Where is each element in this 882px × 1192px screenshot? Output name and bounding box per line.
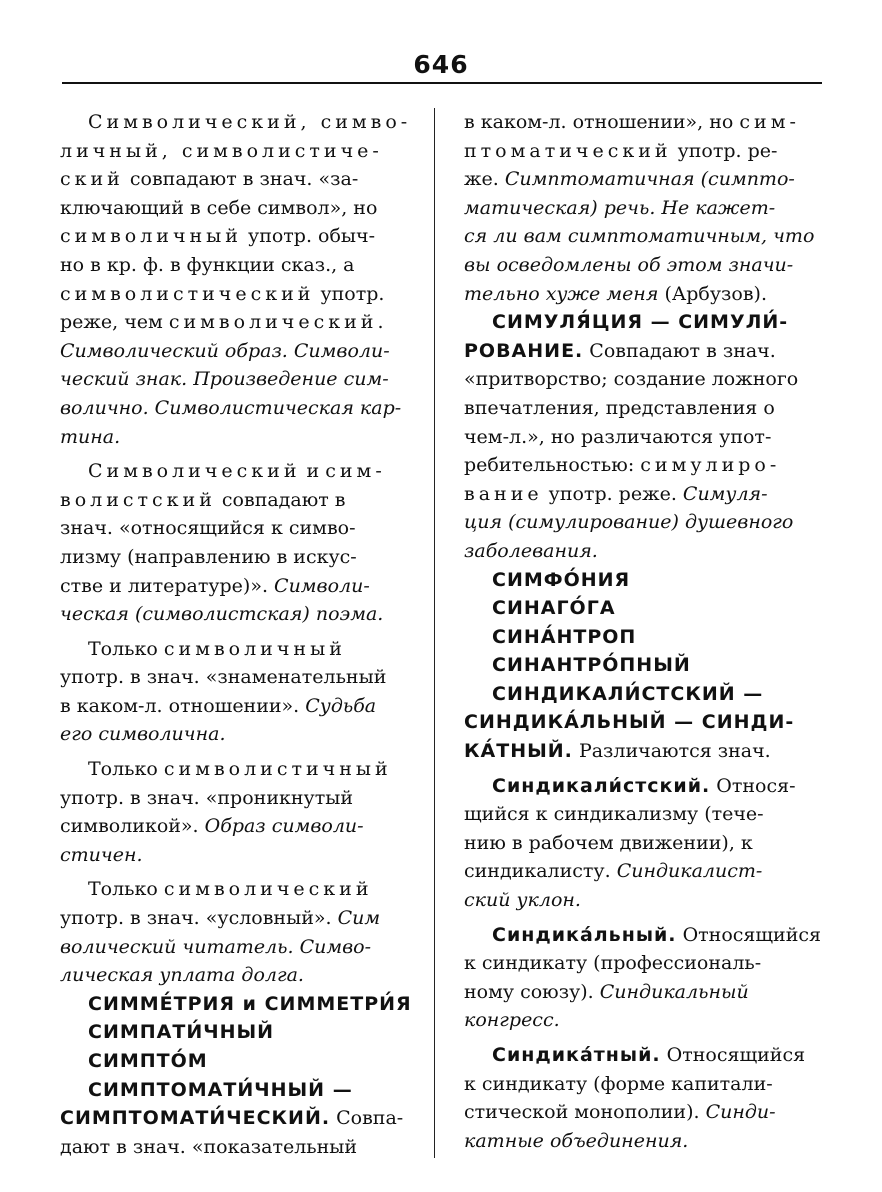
text-segment: Символический образ. Символи- xyxy=(60,339,390,362)
text-line xyxy=(464,800,819,829)
text-line xyxy=(60,423,417,452)
text-line xyxy=(464,708,819,737)
text-segment: Символический xyxy=(88,460,301,483)
left-column xyxy=(60,108,417,1161)
text-segment: СИНАГО́ГА xyxy=(492,597,616,620)
text-segment: знач. «относящийся к симво- xyxy=(60,517,356,540)
text-segment: Относящийся xyxy=(660,1044,806,1066)
column-divider xyxy=(434,108,435,1158)
text-segment: Образ символи- xyxy=(204,815,364,838)
text-segment: конгресс. xyxy=(464,1009,560,1032)
text-line xyxy=(464,222,819,251)
text-segment: Различаются знач. xyxy=(572,740,771,763)
text-segment: Совпадают в знач. xyxy=(583,339,776,362)
text-segment: впечатления, представления о xyxy=(464,396,775,419)
text-segment: Только xyxy=(88,878,164,901)
text-line xyxy=(60,1076,417,1105)
text-segment: матическая) речь. Не кажет- xyxy=(464,196,776,219)
text-line xyxy=(60,137,417,166)
text-line xyxy=(60,251,417,280)
text-segment: СИМФО́НИЯ xyxy=(492,568,631,591)
text-line xyxy=(60,875,417,904)
text-line xyxy=(464,1127,819,1156)
text-line xyxy=(464,337,819,366)
text-line xyxy=(464,394,819,423)
text-segment: (Арбузов). xyxy=(658,282,767,305)
text-line xyxy=(464,423,819,452)
text-segment: же. xyxy=(464,168,505,191)
text-line xyxy=(60,692,417,721)
text-segment: реже, чем xyxy=(60,311,169,334)
text-line xyxy=(60,337,417,366)
text-segment: синдикалисту. xyxy=(464,860,617,883)
text-segment: употр. в знач. «знаменательный xyxy=(60,666,387,689)
text-segment: чем-л.», но различаются упот- xyxy=(464,425,772,448)
text-segment: Символи- xyxy=(274,574,370,597)
text-segment: птоматический xyxy=(464,139,672,162)
text-segment: стве и литературе)». xyxy=(60,574,275,597)
text-segment: употр. ре- xyxy=(671,139,778,162)
text-line xyxy=(60,543,417,572)
text-line xyxy=(464,194,819,223)
text-segment: симулиро- xyxy=(640,454,781,477)
text-line xyxy=(464,949,819,978)
text-segment: ребительностью: xyxy=(464,454,641,477)
text-segment: Симуля- xyxy=(682,482,768,505)
text-segment: дают в знач. «показательный xyxy=(60,1135,358,1158)
text-segment: его символична. xyxy=(60,723,226,746)
text-line xyxy=(464,737,819,766)
text-line xyxy=(464,365,819,394)
text-line xyxy=(60,812,417,841)
text-line xyxy=(464,680,819,709)
text-line xyxy=(464,251,819,280)
text-line xyxy=(60,222,417,251)
text-line xyxy=(60,486,417,515)
text-line xyxy=(60,755,417,784)
right-column xyxy=(464,108,822,1155)
text-segment: сим- xyxy=(325,460,386,483)
text-segment: вы осведомлены об этом значи- xyxy=(464,253,794,276)
text-segment: Синдикали́стский. xyxy=(492,774,711,797)
text-segment: щийся к синдикализму (тече- xyxy=(464,803,764,826)
text-line xyxy=(464,651,819,680)
text-line xyxy=(60,514,417,543)
text-segment: Только xyxy=(88,758,164,781)
text-segment: заболевания. xyxy=(464,539,598,562)
text-segment: Судьба xyxy=(305,694,377,717)
text-line xyxy=(60,572,417,601)
text-segment: Только xyxy=(88,637,164,660)
text-segment: символичный xyxy=(163,637,346,660)
text-segment: стичен. xyxy=(60,843,143,866)
text-line xyxy=(60,108,417,137)
text-line xyxy=(464,508,819,537)
text-segment: катные объединения. xyxy=(464,1129,689,1152)
text-segment: Относящийся xyxy=(676,923,822,946)
header-rule xyxy=(62,82,822,84)
text-segment: Сим xyxy=(337,907,381,930)
text-segment: употр. обыч- xyxy=(241,225,376,248)
text-segment: стической монополии). xyxy=(464,1101,706,1124)
text-line xyxy=(464,978,819,1007)
text-segment: СИМПАТИ́ЧНЫЙ xyxy=(88,1021,275,1044)
text-line xyxy=(60,394,417,423)
text-segment: символистический xyxy=(60,282,315,305)
text-line xyxy=(464,594,819,623)
text-segment: символикой». xyxy=(60,815,205,838)
text-segment: употр. реже. xyxy=(542,482,683,505)
text-segment: нию в рабочем движении), к xyxy=(464,831,753,854)
text-segment: СИНДИКА́ЛЬНЫЙ — СИНДИ- xyxy=(464,711,795,734)
text-segment: СИНДИКАЛИ́СТСКИЙ — xyxy=(492,682,764,705)
text-segment: употр. в знач. «условный». xyxy=(60,907,338,930)
text-segment: СИНАНТРО́ПНЫЙ xyxy=(492,654,691,677)
text-line xyxy=(464,308,819,337)
text-line xyxy=(464,480,819,509)
text-line xyxy=(60,165,417,194)
text-segment: ция (симулирование) душевного xyxy=(464,511,794,534)
text-segment: ся ли вам симптоматичным, что xyxy=(464,225,815,248)
text-segment: тина. xyxy=(60,425,121,448)
text-segment: СИММЕ́ТРИЯ и СИММЕТРИ́Я xyxy=(88,992,412,1015)
text-segment: символический. xyxy=(168,311,388,334)
text-segment: Синдикальный xyxy=(599,980,749,1003)
text-segment: СИМПТОМАТИ́ЧЕСКИЙ. xyxy=(60,1107,331,1130)
text-segment: в каком-л. отношении». xyxy=(60,694,306,717)
text-line xyxy=(60,365,417,394)
text-line xyxy=(60,194,417,223)
text-segment: СИНА́НТРОП xyxy=(492,625,637,648)
text-line xyxy=(464,165,819,194)
text-line xyxy=(60,1104,417,1133)
text-segment: совпадают в знач. «за- xyxy=(123,168,359,191)
text-segment: символичный xyxy=(60,225,242,248)
text-segment: волический читатель. Симво- xyxy=(60,935,372,958)
text-segment: лизму (направлению в искус- xyxy=(60,545,357,568)
text-segment: волично. Символистическая кар- xyxy=(60,396,402,419)
text-segment: СИМПТО́М xyxy=(88,1050,208,1072)
text-line xyxy=(464,1070,819,1099)
text-segment: Символический, симво- xyxy=(88,111,412,133)
text-segment: ский уклон. xyxy=(464,889,581,912)
text-segment: Синдика́льный. xyxy=(492,923,677,946)
text-segment: совпадают в xyxy=(215,488,346,511)
text-line xyxy=(464,1006,819,1035)
text-segment: Синдика́тный. xyxy=(492,1044,661,1066)
text-segment: символический xyxy=(163,878,373,901)
text-segment: к синдикату (форме капитали- xyxy=(464,1072,773,1095)
text-segment: к синдикату (профессиональ- xyxy=(464,952,762,975)
text-segment: волистский xyxy=(60,488,216,511)
text-line xyxy=(60,308,417,337)
text-segment: ческая (символистская) поэма. xyxy=(60,603,384,626)
text-segment: ному союзу). xyxy=(464,980,600,1003)
text-line xyxy=(60,457,417,486)
text-segment: вание xyxy=(464,482,543,505)
text-segment: СИМПТОМАТИ́ЧНЫЙ — xyxy=(88,1078,353,1101)
text-line xyxy=(60,720,417,749)
text-segment: Симптоматичная (симпто- xyxy=(504,168,795,191)
text-line xyxy=(60,933,417,962)
text-line xyxy=(464,1041,819,1070)
text-line xyxy=(464,137,819,166)
text-line xyxy=(464,537,819,566)
text-segment: ский xyxy=(60,168,124,191)
text-segment: лическая уплата долга. xyxy=(60,964,304,987)
text-segment: личный, символистиче- xyxy=(60,139,383,162)
text-line xyxy=(60,635,417,664)
text-segment: Синдикалист- xyxy=(616,860,763,883)
text-segment: символистичный xyxy=(163,758,392,781)
text-line xyxy=(464,566,819,595)
text-segment: ключающий в себе символ», но xyxy=(60,196,378,219)
text-line xyxy=(60,600,417,629)
text-line xyxy=(464,623,819,652)
text-line xyxy=(60,663,417,692)
text-line xyxy=(60,961,417,990)
text-segment: употр. в знач. «проникнутый xyxy=(60,786,353,809)
text-segment: употр. xyxy=(314,282,385,305)
text-segment: Относя- xyxy=(710,774,796,797)
text-segment: РОВАНИЕ. xyxy=(464,339,584,362)
text-line xyxy=(60,1133,417,1162)
text-line xyxy=(464,857,819,886)
text-line xyxy=(464,921,822,950)
text-segment: «притворство; создание ложного xyxy=(464,368,799,391)
text-line xyxy=(464,280,819,309)
text-line xyxy=(464,772,819,801)
text-line xyxy=(464,886,819,915)
text-line xyxy=(60,1018,417,1047)
text-line xyxy=(464,108,819,137)
text-segment: Синди- xyxy=(705,1101,776,1124)
text-line xyxy=(60,841,417,870)
text-segment: КА́ТНЫЙ. xyxy=(464,740,573,763)
text-line xyxy=(464,829,819,858)
text-segment: и xyxy=(300,460,326,483)
text-segment: сим- xyxy=(739,111,800,133)
text-line xyxy=(60,1047,417,1076)
text-segment: СИМУЛЯ́ЦИЯ — СИМУЛИ́- xyxy=(492,311,789,334)
text-line xyxy=(60,990,417,1019)
text-segment: в каком-л. отношении», но xyxy=(464,111,740,133)
text-segment: Совпа- xyxy=(330,1107,404,1130)
text-segment: но в кр. ф. в функции сказ., а xyxy=(60,253,355,276)
text-line xyxy=(60,784,417,813)
text-segment: ческий знак. Произведение сим- xyxy=(60,368,389,391)
text-line xyxy=(60,280,417,309)
text-line xyxy=(464,451,819,480)
page-number: 646 xyxy=(413,50,469,79)
text-line xyxy=(60,904,417,933)
text-line xyxy=(464,1098,819,1127)
text-segment: тельно хуже меня xyxy=(464,282,659,305)
